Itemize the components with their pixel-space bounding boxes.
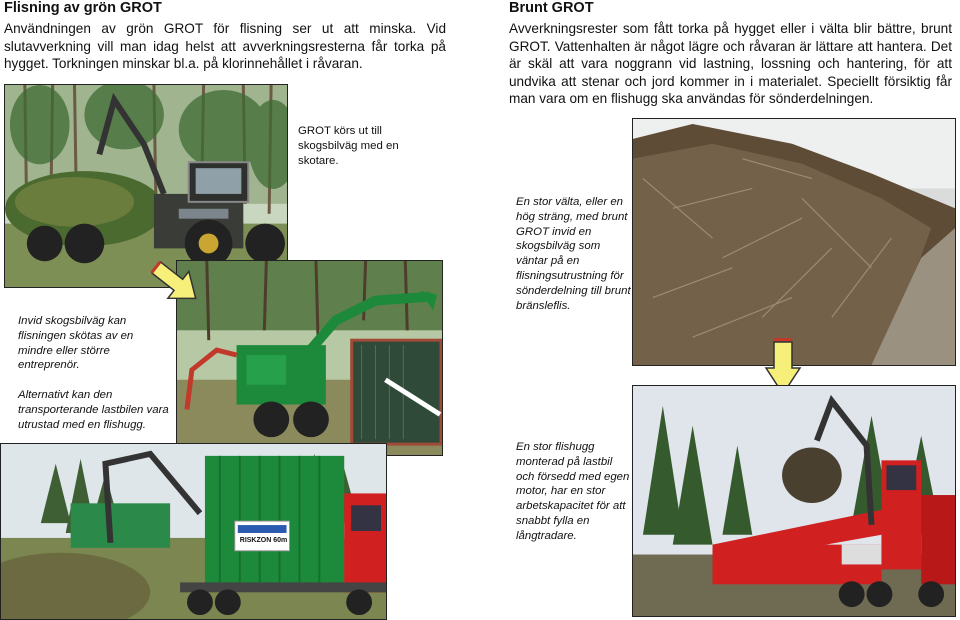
caption-forwarder: GROT körs ut till skogsbilväg med en skotare. bbox=[298, 125, 399, 167]
big-chipper-photo bbox=[632, 385, 956, 617]
chipper-photo bbox=[176, 260, 443, 456]
arrow-down-right-icon bbox=[145, 258, 207, 308]
caption-contractor: Invid skogsbilväg kan flisningen skötas av en mindre eller större entreprenör. bbox=[18, 315, 134, 372]
right-paragraph: Avverkningsrester som fått torka på hygget eller i välta blir bättre, brunt GROT. Vattenhalten är något lägre och råvaran är lättare att hantera. Det är skäl att vara noggrann vid lastning, lossning och hantering, för att undvika att stenar och jord kommer in i materialet. Speciellt försiktig får man vara om en flishugg ska användas för sönderdelningen. bbox=[509, 21, 952, 106]
right-heading: Brunt GROT bbox=[509, 0, 594, 16]
caption-truck-alt: Alternativt kan den transporterande lastbilen vara utrustad med en flishugg. bbox=[18, 389, 169, 431]
caption-big-chipper: En stor flishugg monterad på lastbil och försedd med egen motor, har en stor arbetskapacitet för att snabbt fylla en långtradare. bbox=[516, 441, 630, 542]
riskzon-sign: RISKZON 60m bbox=[239, 537, 288, 544]
brush-pile-photo bbox=[632, 118, 956, 366]
truck-chipper-photo bbox=[0, 443, 387, 620]
left-heading: Flisning av grön GROT bbox=[4, 0, 162, 16]
caption-pile: En stor välta, eller en hög sträng, med brunt GROT invid en skogsbilväg som väntar på en flisningsutrustning för sönderdelning till brunt bränsleflis. bbox=[516, 196, 631, 312]
left-paragraph: Användningen av grön GROT för flisning ser ut att minska. Vid slutavverkning vill man idag helst att avverkningsresterna får torka på hygget. Torkningen minskar bl.a. på klorinnehållet i råvaran. bbox=[4, 21, 446, 71]
